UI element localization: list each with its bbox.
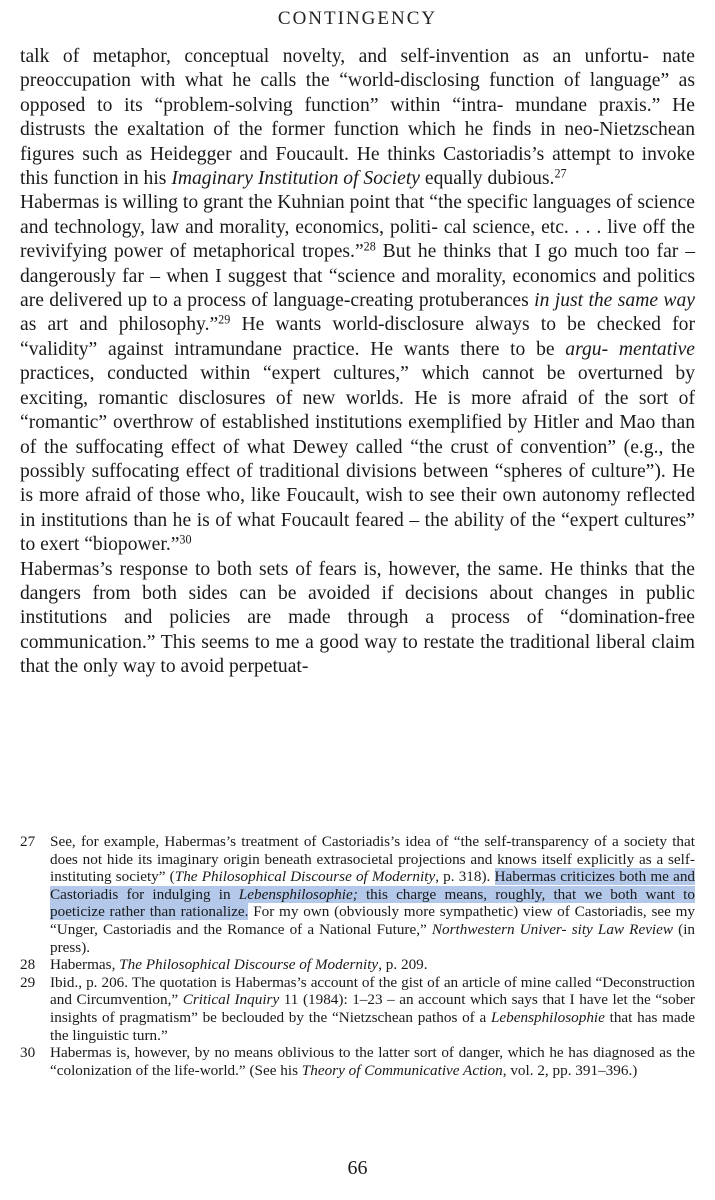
- emphasis-italic: in just the same way: [534, 290, 695, 312]
- footnote-29-text-a: Ibid., p. 206. The quotation is Habermas’s account of the gist of an article of mine called “Deconstruction and Circumvention,”: [50, 973, 695, 1009]
- highlight-text-c: this charge means, roughly, that we both want to poeticize rather than rationalize.: [50, 885, 695, 921]
- footnote-27: [20, 833, 695, 956]
- paragraph-2-text-g: practices, conducted within “expert cultures,” which cannot be overturned by exciting, romantic disclosures of new worlds. He is more afraid of the sort of “romantic” overthrow of established institutions exemplified by Hitler and Mao than of the suffocating effect of what Dewey called “the crust of convention” (e.g., the possibly suffocating effect of traditional divisions between “spheres of culture”). He is more afraid of those who, like Foucault, wish to see their own autonomy reflected in institutions than he is of what Foucault feared – the ability of the “expert cultures” to exert “biopower.”: [20, 363, 695, 556]
- paragraph-2: [20, 191, 695, 557]
- paragraph-2-text-e: He wants world-disclosure always to be checked for “validity” against intramundane practice. He wants there to be: [20, 314, 695, 360]
- paragraph-1-text: talk of metaphor, conceptual novelty, and self-invention as an unfortu- nate preoccupation with what he calls the “world-disclosing function of language” as opposed to its “problem-solving function” within “intra- mundane praxis.” He distrusts the exaltation of the former function which he finds in neo-Nietzschean figures such as Heidegger and Foucault. He thinks Castoriadis’s attempt to invoke this function in his: [20, 46, 695, 190]
- footnote-text: [50, 1044, 695, 1079]
- paragraph-3: Habermas’s response to both sets of fears is, however, the same. He thinks that the dangers from both sides can be avoided if decisions about changes in public institutions and policies are made through a process of “domination-free communication.” This seems to me a good way to restate the traditional liberal claim that the only way to avoid perpetuat-: [20, 558, 695, 678]
- footnote-27-journal: Northwestern Univer- sity Law Review: [431, 920, 674, 938]
- footnote-ref-29[interactable]: 29: [218, 312, 231, 327]
- footnote-28-title: The Philosophical Discourse of Modernity: [119, 956, 379, 974]
- running-head: CONTINGENCY: [277, 8, 438, 29]
- footnote-30-text-a: Habermas is, however, by no means oblivious to the latter sort of danger, which he has diagnosed as the “colonization of the life-world.” (See his: [50, 1044, 695, 1079]
- main-text: [20, 45, 695, 680]
- footnote-number: 28: [20, 956, 36, 974]
- footnote-ref-27[interactable]: 27: [554, 166, 567, 181]
- highlight-text-italic: Lebensphilosophie;: [238, 885, 358, 903]
- footnote-text: [50, 956, 695, 974]
- footnote-29: [20, 974, 695, 1044]
- footnote-28-text-a: Habermas,: [50, 956, 120, 974]
- footnote-30-title: Theory of Communicative Action,: [301, 1061, 507, 1079]
- page-number: 66: [347, 1157, 368, 1179]
- footnotes: [20, 833, 695, 1079]
- book-title-italic: Imaginary Institution of Society: [171, 168, 421, 190]
- footnote-27-text-f: (in press).: [50, 920, 696, 956]
- footnote-number: 30: [20, 1044, 36, 1062]
- highlight-text-a: Habermas criticizes both me and Castoriadis for indulging in: [50, 868, 696, 903]
- footnote-30-text-c: vol. 2, pp. 391–396.): [506, 1061, 638, 1079]
- argumentative-italic: argu- mentative: [565, 338, 695, 360]
- footnote-29-text-e: that has made the linguistic turn.”: [50, 1008, 695, 1044]
- footnote-30: [20, 1044, 695, 1079]
- footnote-text: [50, 974, 695, 1044]
- footnote-27-text-d: For my own (obviously more sympathetic) view of Castoriadis, see my “Unger, Castoriadis and the Romance of a National Future,”: [50, 903, 695, 938]
- footnote-29-journal: Critical Inquiry: [182, 991, 280, 1009]
- footnote-28: [20, 956, 695, 974]
- footnote-number: 29: [20, 973, 36, 991]
- paragraph-2-text-d: as art and philosophy.”: [20, 314, 219, 336]
- footnote-29-text-c: 11 (1984): 1–23 – an account which says that I have let the “sober insights of pragmatism” be beclouded by the “Nietzschean pathos of a: [50, 991, 695, 1026]
- footnote-ref-30[interactable]: 30: [179, 532, 192, 547]
- footnote-29-italic: Lebensphilosophie: [490, 1008, 605, 1026]
- footnote-number: 27: [20, 833, 36, 850]
- paragraph-1: [20, 45, 695, 191]
- footnote-28-text-c: , p. 209.: [378, 956, 428, 974]
- footnote-27-text-c: , p. 318).: [435, 868, 495, 886]
- footnote-text: [50, 833, 695, 956]
- footnote-27-text-a: See, for example, Habermas’s treatment of Castoriadis’s idea of “the self-transparency of a society that does not hide its imaginary origin beneath extrasocietal projections and knows itself explicitly as a self-instituting society” (: [50, 833, 695, 886]
- paragraph-2-text-a: Habermas is willing to grant the Kuhnian point that “the specific languages of science and technology, law and morality, economics, politi- cal science, etc. . . . live off the revivifying power of metaphorical tropes.”: [20, 192, 695, 263]
- footnote-27-title: The Philosophical Discourse of Modernity: [174, 868, 436, 886]
- paragraph-2-text-b: But he thinks that I go much too far – dangerously far – when I suggest that “science and morality, economics and politics are delivered up to a process of language-creating protuberances: [20, 241, 695, 312]
- paragraph-1-text-end: equally dubious.: [420, 168, 555, 190]
- footnote-ref-28[interactable]: 28: [363, 239, 376, 254]
